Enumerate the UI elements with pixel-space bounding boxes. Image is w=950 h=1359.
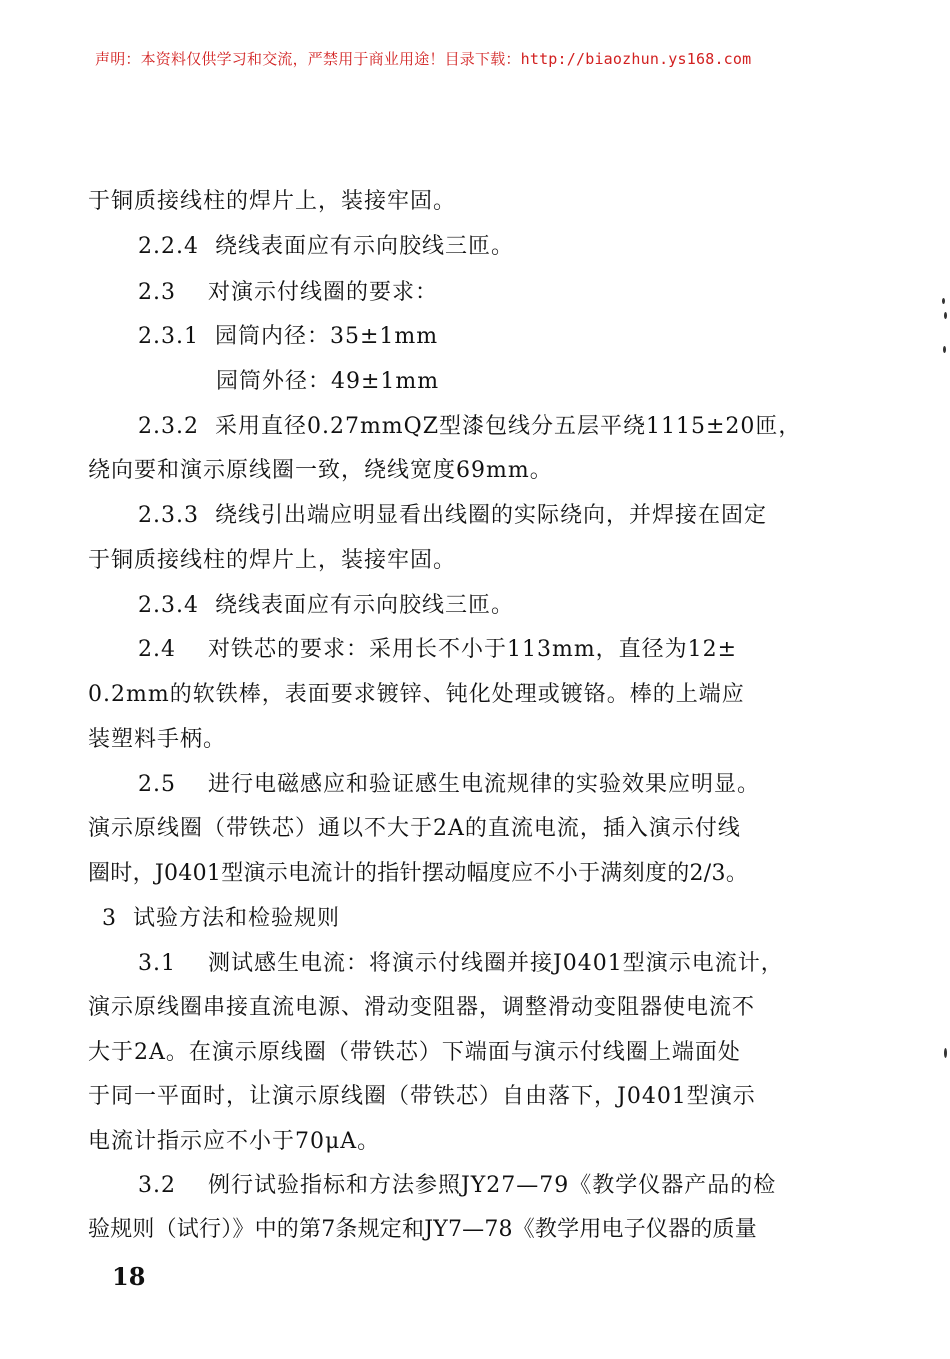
text-line: 于铜质接线柱的焊片上，装接牢固。: [88, 548, 457, 573]
text-line: 2.4 对铁芯的要求：采用长不小于113mm，直径为12±: [138, 637, 738, 662]
text-line: 演示原线圈串接直流电源、滑动变阻器，调整滑动变阻器使电流不: [88, 995, 756, 1020]
text-line: 验规则（试行）》中的第7条规定和JY7—78《教学用电子仪器的质量: [88, 1217, 757, 1242]
scan-speck: [944, 1048, 947, 1058]
text-line: 装塑料手柄。: [88, 727, 227, 752]
scan-speck: [944, 312, 947, 319]
text-line: 2.2.4 绕线表面应有示向胶线三匝。: [138, 234, 514, 259]
text-line: 2.5 进行电磁感应和验证感生电流规律的实验效果应明显。: [138, 772, 760, 797]
text-line: 于铜质接线柱的焊片上，装接牢固。: [88, 189, 457, 214]
copyright-notice: 声明：本资料仅供学习和交流，严禁用于商业用途！目录下载：http://biaozhun.ys168.com: [95, 50, 752, 68]
text-line: 2.3.1 园筒内径：35±1mm: [138, 324, 439, 349]
scan-speck: [943, 346, 946, 353]
text-line: 演示原线圈（带铁芯）通以不大于2A的直流电流，插入演示付线: [88, 816, 741, 841]
text-line: 2.3.3 绕线引出端应明显看出线圈的实际绕向，并焊接在固定: [138, 503, 767, 528]
text-line: 0.2mm的软铁棒，表面要求镀锌、钝化处理或镀铬。棒的上端应: [88, 682, 745, 707]
text-line: 园筒外径：49±1mm: [216, 369, 440, 394]
text-line: 圈时，J0401型演示电流计的指针摆动幅度应不小于满刻度的2/3。: [88, 861, 749, 886]
text-line: 3.1 测试感生电流：将演示付线圈并接J0401型演示电流计，: [138, 951, 784, 976]
scan-speck: [942, 298, 945, 304]
text-line: 2.3 对演示付线圈的要求：: [138, 280, 438, 305]
text-line: 3.2 例行试验指标和方法参照JY27—79《教学仪器产品的检: [138, 1173, 777, 1198]
text-line: 于同一平面时，让演示原线圈（带铁芯）自由落下，J0401型演示: [88, 1084, 756, 1109]
page-number: 18: [112, 1262, 146, 1291]
text-line: 大于2A。在演示原线圈（带铁芯）下端面与演示付线圈上端面处: [88, 1040, 741, 1065]
text-line: 电流计指示应不小于70μA。: [88, 1129, 381, 1154]
section-heading: 3 试验方法和检验规则: [102, 906, 340, 931]
text-line: 2.3.2 采用直径0.27mmQZ型漆包线分五层平绕1115±20匝，: [138, 414, 802, 439]
text-line: 2.3.4 绕线表面应有示向胶线三匝。: [138, 593, 514, 618]
text-line: 绕向要和演示原线圈一致，绕线宽度69mm。: [88, 458, 553, 483]
